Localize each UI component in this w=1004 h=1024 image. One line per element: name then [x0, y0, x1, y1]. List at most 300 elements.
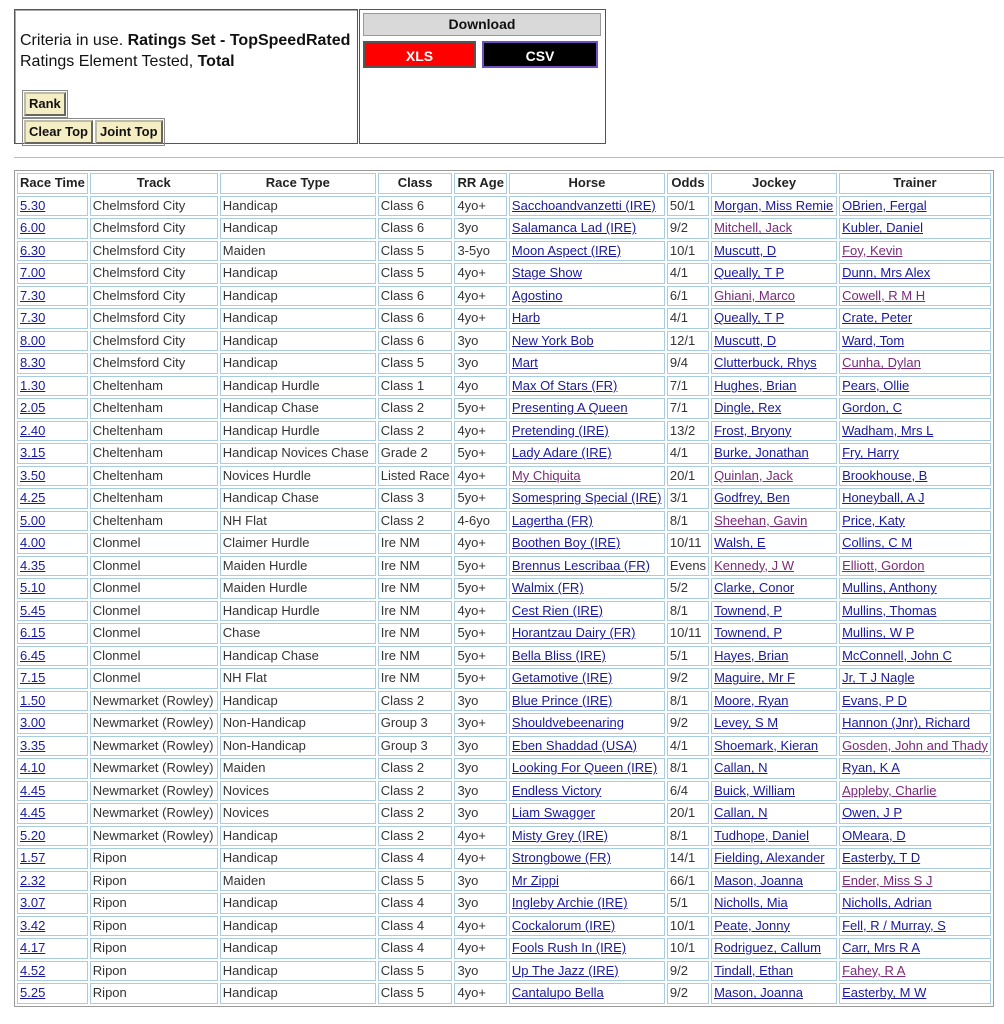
jockey-cell[interactable]	[711, 308, 837, 329]
time-cell[interactable]	[17, 646, 88, 667]
trainer-cell[interactable]	[839, 961, 991, 982]
jockey-cell[interactable]	[711, 826, 837, 847]
table-row	[17, 916, 991, 937]
horse-link[interactable]: Stage Show	[511, 265, 583, 281]
race-time-link[interactable]: 2.32	[20, 872, 46, 888]
trainer-cell[interactable]	[839, 983, 991, 1004]
trainer-cell[interactable]	[839, 623, 991, 644]
horse-link[interactable]: Blue Prince (IRE)	[511, 692, 613, 708]
time-cell[interactable]	[17, 286, 88, 307]
horse-link[interactable]: Agostino	[511, 287, 563, 303]
horse-cell[interactable]	[509, 511, 665, 532]
time-cell[interactable]	[17, 916, 88, 937]
trainer-cell[interactable]	[839, 421, 991, 442]
race-time-link[interactable]: 4.10	[20, 760, 46, 776]
trainer-cell[interactable]	[839, 646, 991, 667]
time-cell[interactable]	[17, 488, 88, 509]
jockey-link[interactable]: Queally, T P	[714, 265, 785, 281]
horse-cell[interactable]	[509, 376, 665, 397]
jockey-cell[interactable]	[711, 938, 837, 959]
trainer-link[interactable]: McConnell, John C	[842, 647, 952, 663]
horse-cell[interactable]	[509, 916, 665, 937]
jockey-cell[interactable]	[711, 376, 837, 397]
jockey-cell[interactable]	[711, 241, 837, 262]
horse-link[interactable]: Cockalorum (IRE)	[511, 917, 616, 933]
trainer-link[interactable]: OBrien, Fergal	[842, 197, 927, 213]
trainer-cell[interactable]	[839, 893, 991, 914]
trainer-link[interactable]: Gosden, John and Thady	[842, 737, 988, 753]
jockey-cell[interactable]	[711, 421, 837, 442]
trainer-link[interactable]: Mullins, W P	[842, 625, 915, 641]
time-cell[interactable]	[17, 826, 88, 847]
horse-link[interactable]: Strongbowe (FR)	[511, 850, 611, 866]
jockey-cell[interactable]	[711, 713, 837, 734]
jockey-link[interactable]: Moore, Ryan	[714, 692, 789, 708]
race-time-link[interactable]: 4.35	[20, 557, 46, 573]
time-cell[interactable]	[17, 623, 88, 644]
jockey-link[interactable]: Clutterbuck, Rhys	[714, 355, 817, 371]
horse-link[interactable]: Max Of Stars (FR)	[511, 377, 618, 393]
jockey-link[interactable]: Clarke, Conor	[714, 580, 795, 596]
time-cell[interactable]	[17, 376, 88, 397]
clear-top-button[interactable]: Clear Top	[24, 120, 93, 144]
horse-cell[interactable]	[509, 331, 665, 352]
trainer-link[interactable]: Appleby, Charlie	[842, 782, 937, 798]
horse-link[interactable]: Misty Grey (IRE)	[511, 827, 608, 843]
time-cell[interactable]	[17, 713, 88, 734]
jockey-link[interactable]: Morgan, Miss Remie	[714, 197, 834, 213]
jockey-cell[interactable]	[711, 871, 837, 892]
time-cell[interactable]	[17, 871, 88, 892]
jockey-cell[interactable]	[711, 578, 837, 599]
trainer-link[interactable]: Foy, Kevin	[842, 242, 903, 258]
trainer-link[interactable]: Mullins, Thomas	[842, 602, 937, 618]
race-time-link[interactable]: 1.30	[20, 377, 46, 393]
cls-cell: Class 6	[378, 286, 453, 307]
trainer-cell[interactable]	[839, 218, 991, 239]
jockey-link[interactable]: Rodriguez, Callum	[714, 940, 821, 956]
jockey-cell[interactable]	[711, 218, 837, 239]
horse-cell[interactable]	[509, 308, 665, 329]
jockey-link[interactable]: Tindall, Ethan	[714, 962, 794, 978]
race-time-link[interactable]: 5.45	[20, 602, 46, 618]
horse-link[interactable]: Liam Swagger	[511, 805, 596, 821]
race-time-link[interactable]: 1.57	[20, 850, 46, 866]
trainer-cell[interactable]	[839, 286, 991, 307]
horse-link[interactable]: Fools Rush In (IRE)	[511, 940, 627, 956]
horse-cell[interactable]	[509, 286, 665, 307]
jockey-cell[interactable]	[711, 668, 837, 689]
jockey-cell[interactable]	[711, 803, 837, 824]
time-cell[interactable]	[17, 466, 88, 487]
horse-cell[interactable]	[509, 623, 665, 644]
trainer-cell[interactable]	[839, 308, 991, 329]
jockey-link[interactable]: Ghiani, Marco	[714, 287, 795, 303]
time-cell[interactable]	[17, 331, 88, 352]
csv-download-button[interactable]: CSV	[482, 41, 598, 68]
trainer-cell[interactable]	[839, 938, 991, 959]
race-time-link[interactable]: 3.15	[20, 445, 46, 461]
race-time-link[interactable]: 4.45	[20, 782, 46, 798]
time-cell[interactable]	[17, 781, 88, 802]
trainer-link[interactable]: Fahey, R A	[842, 962, 906, 978]
trainer-cell[interactable]	[839, 781, 991, 802]
race-time-link[interactable]: 3.00	[20, 715, 46, 731]
time-cell[interactable]	[17, 556, 88, 577]
trainer-cell[interactable]	[839, 556, 991, 577]
trainer-link[interactable]: Elliott, Gordon	[842, 557, 925, 573]
trainer-link[interactable]: Evans, P D	[842, 692, 907, 708]
jockey-link[interactable]: Godfrey, Ben	[714, 490, 790, 506]
jockey-link[interactable]: Mitchell, Jack	[714, 220, 793, 236]
horse-cell[interactable]	[509, 736, 665, 757]
horse-link[interactable]: Lady Adare (IRE)	[511, 445, 612, 461]
jockey-cell[interactable]	[711, 533, 837, 554]
trainer-link[interactable]: Collins, C M	[842, 535, 913, 551]
jockey-link[interactable]: Hughes, Brian	[714, 377, 797, 393]
trainer-cell[interactable]	[839, 353, 991, 374]
horse-cell[interactable]	[509, 961, 665, 982]
race-time-link[interactable]: 5.25	[20, 985, 46, 1001]
trainer-link[interactable]: Carr, Mrs R A	[842, 940, 921, 956]
horse-cell[interactable]	[509, 848, 665, 869]
trainer-link[interactable]: Gordon, C	[842, 400, 903, 416]
race-time-link[interactable]: 5.30	[20, 197, 46, 213]
race-time-link[interactable]: 6.30	[20, 242, 46, 258]
horse-link[interactable]: Horantzau Dairy (FR)	[511, 625, 636, 641]
trainer-cell[interactable]	[839, 601, 991, 622]
jockey-cell[interactable]	[711, 511, 837, 532]
trainer-link[interactable]: Honeyball, A J	[842, 490, 925, 506]
race-time-link[interactable]: 7.30	[20, 310, 46, 326]
trainer-link[interactable]: Nicholls, Adrian	[842, 895, 932, 911]
horse-link[interactable]: Getamotive (IRE)	[511, 670, 613, 686]
jockey-link[interactable]: Maguire, Mr F	[714, 670, 795, 686]
time-cell[interactable]	[17, 241, 88, 262]
race-time-link[interactable]: 3.35	[20, 737, 46, 753]
race-time-link[interactable]: 5.20	[20, 827, 46, 843]
race-time-link[interactable]: 6.00	[20, 220, 46, 236]
time-cell[interactable]	[17, 691, 88, 712]
trainer-link[interactable]: Cunha, Dylan	[842, 355, 921, 371]
trainer-cell[interactable]	[839, 713, 991, 734]
horse-cell[interactable]	[509, 421, 665, 442]
horse-cell[interactable]	[509, 668, 665, 689]
trainer-link[interactable]: Mullins, Anthony	[842, 580, 937, 596]
xls-download-button[interactable]: XLS	[363, 41, 476, 68]
race-time-link[interactable]: 4.00	[20, 535, 46, 551]
race-time-link[interactable]: 3.07	[20, 895, 46, 911]
horse-link[interactable]: Up The Jazz (IRE)	[511, 962, 619, 978]
horse-cell[interactable]	[509, 353, 665, 374]
race-time-link[interactable]: 7.15	[20, 670, 46, 686]
time-cell[interactable]	[17, 736, 88, 757]
race-time-link[interactable]: 4.17	[20, 940, 46, 956]
trainer-cell[interactable]	[839, 488, 991, 509]
jockey-cell[interactable]	[711, 263, 837, 284]
horse-cell[interactable]	[509, 803, 665, 824]
jockey-cell[interactable]	[711, 488, 837, 509]
jockey-link[interactable]: Mason, Joanna	[714, 872, 803, 888]
race-time-link[interactable]: 4.25	[20, 490, 46, 506]
horse-cell[interactable]	[509, 893, 665, 914]
trainer-link[interactable]: Dunn, Mrs Alex	[842, 265, 931, 281]
race-time-link[interactable]: 3.50	[20, 467, 46, 483]
trainer-link[interactable]: Crate, Peter	[842, 310, 913, 326]
horse-cell[interactable]	[509, 578, 665, 599]
trainer-link[interactable]: Hannon (Jnr), Richard	[842, 715, 970, 731]
time-cell[interactable]	[17, 668, 88, 689]
horse-cell[interactable]	[509, 871, 665, 892]
track-cell: Clonmel	[90, 601, 218, 622]
jockey-link[interactable]: Hayes, Brian	[714, 647, 789, 663]
time-cell[interactable]	[17, 421, 88, 442]
time-cell[interactable]	[17, 308, 88, 329]
trainer-link[interactable]: Fry, Harry	[842, 445, 899, 461]
trainer-cell[interactable]	[839, 691, 991, 712]
trainer-link[interactable]: Kubler, Daniel	[842, 220, 924, 236]
trainer-link[interactable]: Pears, Ollie	[842, 377, 910, 393]
jockey-cell[interactable]	[711, 736, 837, 757]
horse-link[interactable]: Somespring Special (IRE)	[511, 490, 662, 506]
time-cell[interactable]	[17, 511, 88, 532]
race-time-link[interactable]: 4.45	[20, 805, 46, 821]
jockey-cell[interactable]	[711, 983, 837, 1004]
race-time-link[interactable]: 7.30	[20, 287, 46, 303]
trainer-link[interactable]: Jr, T J Nagle	[842, 670, 915, 686]
time-cell[interactable]	[17, 263, 88, 284]
horse-link[interactable]: Shouldvebeenaring	[511, 715, 624, 731]
race-time-link[interactable]: 4.52	[20, 962, 46, 978]
jockey-link[interactable]: Buick, William	[714, 782, 795, 798]
horse-cell[interactable]	[509, 983, 665, 1004]
jockey-cell[interactable]	[711, 758, 837, 779]
race-time-link[interactable]: 8.30	[20, 355, 46, 371]
jockey-link[interactable]: Levey, S M	[714, 715, 779, 731]
race-time-link[interactable]: 5.00	[20, 512, 46, 528]
trainer-cell[interactable]	[839, 758, 991, 779]
horse-cell[interactable]	[509, 196, 665, 217]
horse-link[interactable]: Harb	[511, 310, 541, 326]
horse-link[interactable]: Eben Shaddad (USA)	[511, 737, 637, 753]
jockey-link[interactable]: Tudhope, Daniel	[714, 827, 809, 843]
race-time-link[interactable]: 5.10	[20, 580, 46, 596]
time-cell[interactable]	[17, 601, 88, 622]
jockey-cell[interactable]	[711, 646, 837, 667]
jockey-cell[interactable]	[711, 331, 837, 352]
horse-cell[interactable]	[509, 466, 665, 487]
type-cell: Novices	[220, 781, 376, 802]
horse-cell[interactable]	[509, 533, 665, 554]
horse-link[interactable]: My Chiquita	[511, 467, 581, 483]
horse-link[interactable]: Brennus Lescribaa (FR)	[511, 557, 650, 573]
jockey-link[interactable]: Townend, P	[714, 625, 782, 641]
race-time-link[interactable]: 2.40	[20, 422, 46, 438]
horse-cell[interactable]	[509, 263, 665, 284]
time-cell[interactable]	[17, 218, 88, 239]
trainer-link[interactable]: Price, Katy	[842, 512, 905, 528]
jockey-cell[interactable]	[711, 781, 837, 802]
horse-link[interactable]: Cest Rien (IRE)	[511, 602, 603, 618]
jockey-cell[interactable]	[711, 601, 837, 622]
jockey-cell[interactable]	[711, 961, 837, 982]
time-cell[interactable]	[17, 533, 88, 554]
horse-link[interactable]: Walmix (FR)	[511, 580, 584, 596]
trainer-cell[interactable]	[839, 916, 991, 937]
column-header: Race Type	[220, 173, 376, 194]
time-cell[interactable]	[17, 848, 88, 869]
jockey-link[interactable]: Fielding, Alexander	[714, 850, 825, 866]
horse-cell[interactable]	[509, 646, 665, 667]
trainer-link[interactable]: Easterby, M W	[842, 985, 927, 1001]
horse-link[interactable]: Ingleby Archie (IRE)	[511, 895, 628, 911]
jockey-link[interactable]: Peate, Jonny	[714, 917, 790, 933]
jockey-link[interactable]: Nicholls, Mia	[714, 895, 788, 911]
trainer-link[interactable]: Brookhouse, B	[842, 467, 928, 483]
trainer-cell[interactable]	[839, 376, 991, 397]
trainer-link[interactable]: Ryan, K A	[842, 760, 900, 776]
time-cell[interactable]	[17, 893, 88, 914]
jockey-cell[interactable]	[711, 398, 837, 419]
race-time-link[interactable]: 2.05	[20, 400, 46, 416]
horse-link[interactable]: Presenting A Queen	[511, 400, 628, 416]
jockey-cell[interactable]	[711, 848, 837, 869]
trainer-cell[interactable]	[839, 848, 991, 869]
jockey-link[interactable]: Quinlan, Jack	[714, 467, 793, 483]
trainer-cell[interactable]	[839, 196, 991, 217]
jockey-cell[interactable]	[711, 443, 837, 464]
time-cell[interactable]	[17, 938, 88, 959]
race-time-link[interactable]: 6.45	[20, 647, 46, 663]
horse-link[interactable]: Cantalupo Bella	[511, 985, 604, 1001]
trainer-cell[interactable]	[839, 241, 991, 262]
time-cell[interactable]	[17, 803, 88, 824]
trainer-cell[interactable]	[839, 263, 991, 284]
horse-link[interactable]: Bella Bliss (IRE)	[511, 647, 606, 663]
trainer-cell[interactable]	[839, 803, 991, 824]
track-cell: Ripon	[90, 961, 218, 982]
time-cell[interactable]	[17, 961, 88, 982]
jockey-link[interactable]: Queally, T P	[714, 310, 785, 326]
jockey-link[interactable]: Kennedy, J W	[714, 557, 795, 573]
race-time-link[interactable]: 6.15	[20, 625, 46, 641]
time-cell[interactable]	[17, 578, 88, 599]
time-cell[interactable]	[17, 758, 88, 779]
horse-link[interactable]: Moon Aspect (IRE)	[511, 242, 622, 258]
jockey-cell[interactable]	[711, 466, 837, 487]
horse-link[interactable]: Boothen Boy (IRE)	[511, 535, 621, 551]
horse-cell[interactable]	[509, 826, 665, 847]
horse-link[interactable]: Salamanca Lad (IRE)	[511, 220, 637, 236]
trainer-link[interactable]: Easterby, T D	[842, 850, 921, 866]
trainer-cell[interactable]	[839, 511, 991, 532]
trainer-cell[interactable]	[839, 736, 991, 757]
jockey-cell[interactable]	[711, 286, 837, 307]
jockey-cell[interactable]	[711, 691, 837, 712]
trainer-link[interactable]: Cowell, R M H	[842, 287, 926, 303]
jockey-link[interactable]: Shoemark, Kieran	[714, 737, 819, 753]
trainer-link[interactable]: Fell, R / Murray, S	[842, 917, 946, 933]
horse-link[interactable]: Endless Victory	[511, 782, 602, 798]
jockey-link[interactable]: Walsh, E	[714, 535, 766, 551]
horse-cell[interactable]	[509, 556, 665, 577]
jockey-cell[interactable]	[711, 196, 837, 217]
horse-link[interactable]: Mart	[511, 355, 538, 371]
trainer-cell[interactable]	[839, 871, 991, 892]
jockey-cell[interactable]	[711, 623, 837, 644]
horse-cell[interactable]	[509, 601, 665, 622]
horse-link[interactable]: Sacchoandvanzetti (IRE)	[511, 197, 656, 213]
trainer-cell[interactable]	[839, 533, 991, 554]
time-cell[interactable]	[17, 196, 88, 217]
horse-cell[interactable]	[509, 241, 665, 262]
jockey-link[interactable]: Mason, Joanna	[714, 985, 803, 1001]
jockey-cell[interactable]	[711, 353, 837, 374]
rank-button[interactable]: Rank	[24, 92, 66, 116]
horse-link[interactable]: Looking For Queen (IRE)	[511, 760, 658, 776]
race-time-link[interactable]: 1.50	[20, 692, 46, 708]
time-cell[interactable]	[17, 443, 88, 464]
horse-link[interactable]: New York Bob	[511, 332, 594, 348]
horse-cell[interactable]	[509, 218, 665, 239]
horse-cell[interactable]	[509, 758, 665, 779]
horse-link[interactable]: Pretending (IRE)	[511, 422, 609, 438]
joint-top-button[interactable]: Joint Top	[95, 120, 163, 144]
trainer-cell[interactable]	[839, 331, 991, 352]
jockey-link[interactable]: Sheehan, Gavin	[714, 512, 808, 528]
jockey-link[interactable]: Townend, P	[714, 602, 782, 618]
jockey-link[interactable]: Burke, Jonathan	[714, 445, 809, 461]
trainer-link[interactable]: Ender, Miss S J	[842, 872, 933, 888]
horse-cell[interactable]	[509, 938, 665, 959]
track-cell: Newmarket (Rowley)	[90, 758, 218, 779]
jockey-link[interactable]: Dingle, Rex	[714, 400, 782, 416]
race-time-link[interactable]: 3.42	[20, 917, 46, 933]
horse-cell[interactable]	[509, 781, 665, 802]
jockey-link[interactable]: Frost, Bryony	[714, 422, 792, 438]
trainer-cell[interactable]	[839, 443, 991, 464]
race-time-link[interactable]: 7.00	[20, 265, 46, 281]
time-cell[interactable]	[17, 983, 88, 1004]
horse-cell[interactable]	[509, 691, 665, 712]
time-cell[interactable]	[17, 398, 88, 419]
trainer-cell[interactable]	[839, 826, 991, 847]
horse-link[interactable]: Mr Zippi	[511, 872, 559, 888]
horse-cell[interactable]	[509, 713, 665, 734]
trainer-link[interactable]: Ward, Tom	[842, 332, 905, 348]
jockey-link[interactable]: Callan, N	[714, 760, 768, 776]
jockey-link[interactable]: Callan, N	[714, 805, 768, 821]
horse-link[interactable]: Lagertha (FR)	[511, 512, 593, 528]
jockey-cell[interactable]	[711, 916, 837, 937]
trainer-cell[interactable]	[839, 466, 991, 487]
horse-cell[interactable]	[509, 398, 665, 419]
horse-cell[interactable]	[509, 488, 665, 509]
trainer-cell[interactable]	[839, 398, 991, 419]
jockey-link[interactable]: Muscutt, D	[714, 332, 777, 348]
trainer-link[interactable]: Wadham, Mrs L	[842, 422, 934, 438]
race-time-link[interactable]: 8.00	[20, 332, 46, 348]
jockey-cell[interactable]	[711, 893, 837, 914]
trainer-cell[interactable]	[839, 578, 991, 599]
trainer-link[interactable]: Owen, J P	[842, 805, 903, 821]
trainer-cell[interactable]	[839, 668, 991, 689]
horse-cell[interactable]	[509, 443, 665, 464]
jockey-cell[interactable]	[711, 556, 837, 577]
time-cell[interactable]	[17, 353, 88, 374]
jockey-link[interactable]: Muscutt, D	[714, 242, 777, 258]
trainer-link[interactable]: OMeara, D	[842, 827, 906, 843]
